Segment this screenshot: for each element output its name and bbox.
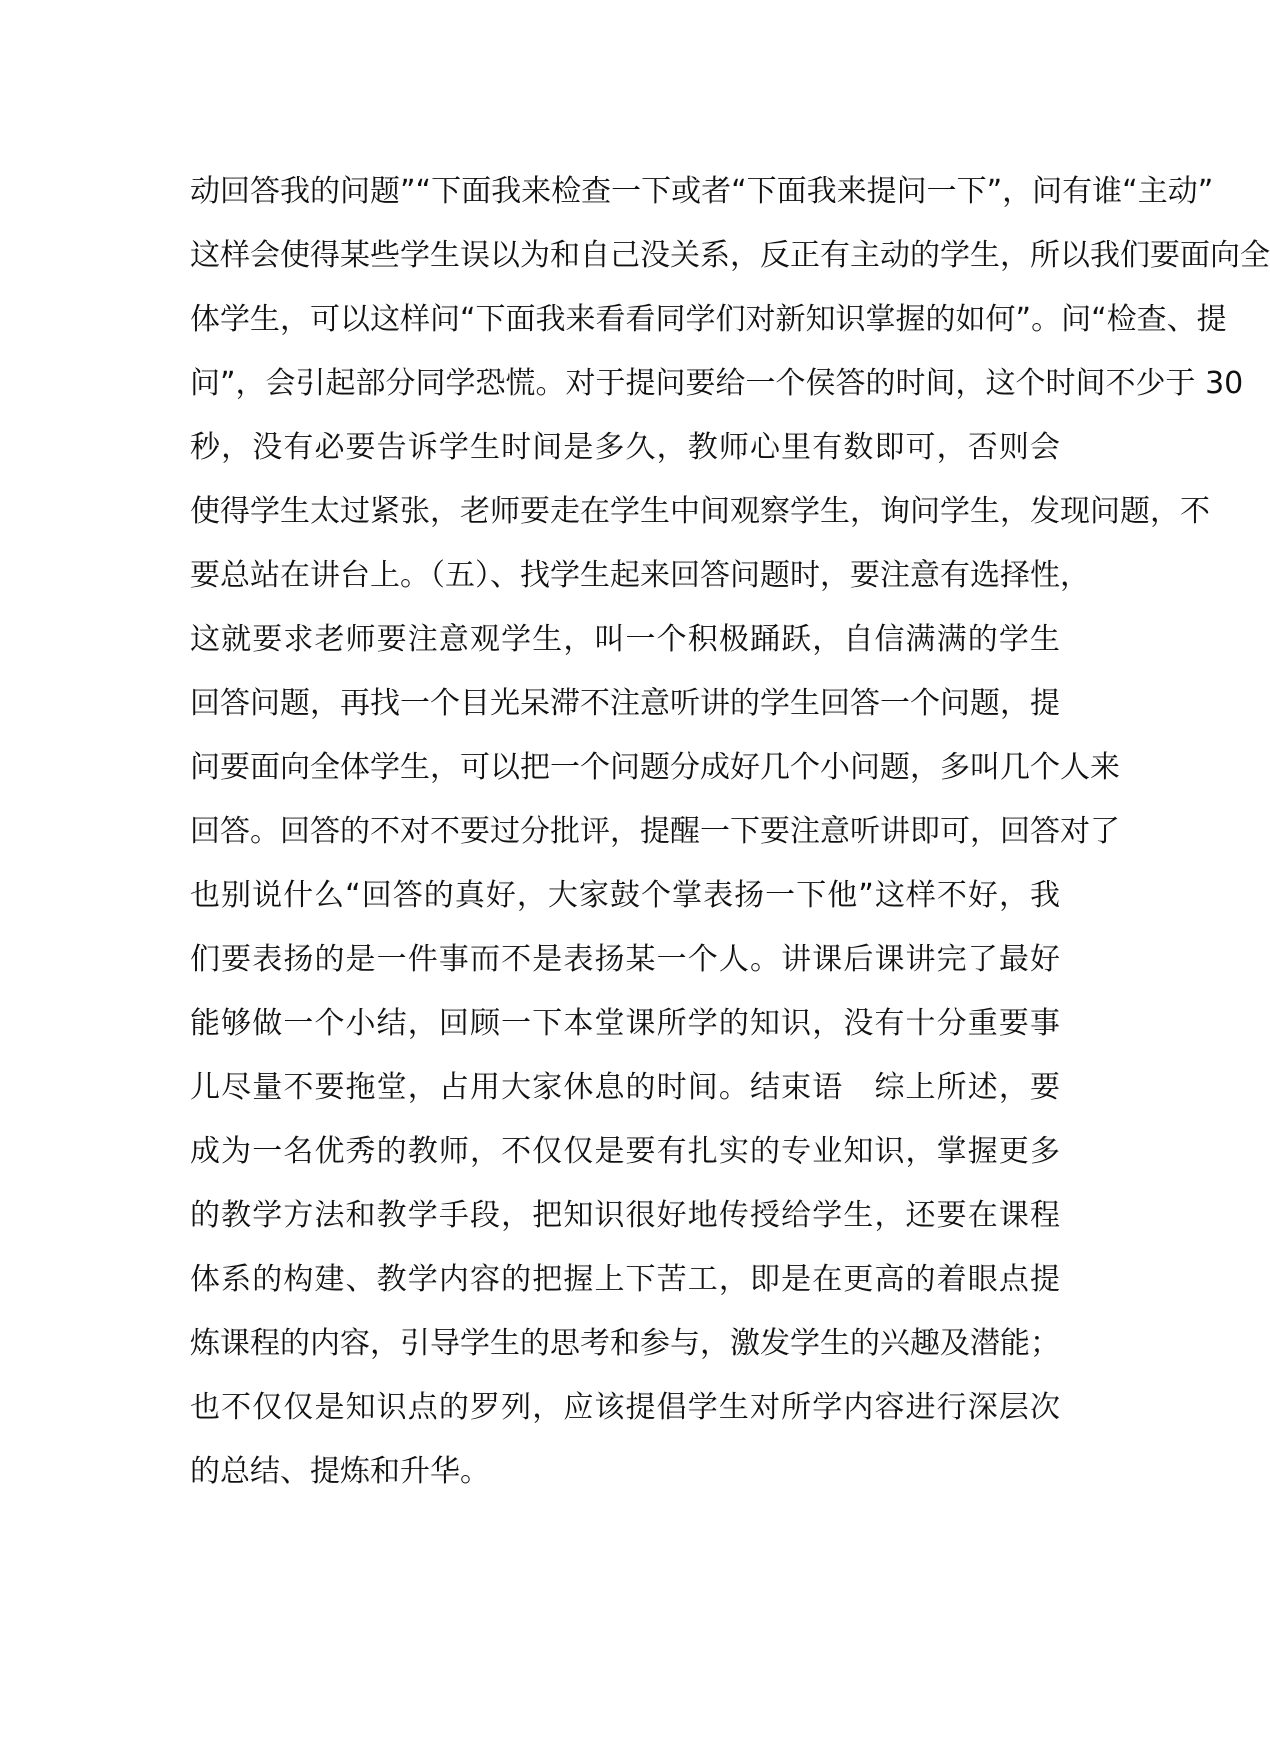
text-line: 动回答我的问题”“下面我来检查一下或者“下面我来提问一下”，问有谁“主动”: [190, 174, 1214, 209]
text-line: 这样会使得某些学生误以为和自己没关系，反正有主动的学生，所以我们要面向全: [190, 238, 1270, 273]
text-line: 秒，没有必要告诉学生时间是多久，教师心里有数即可，否则会: [190, 430, 1060, 465]
text-line: 回答问题，再找一个目光呆滞不注意听讲的学生回答一个问题，提: [190, 686, 1060, 721]
text-line: 回答。回答的不对不要过分批评，提醒一下要注意听讲即可，回答对了: [190, 814, 1120, 849]
text-line: 体系的构建、教学内容的把握上下苦工，即是在更高的着眼点提: [190, 1262, 1060, 1297]
body-paragraph: [190, 160, 1270, 1504]
text-line: 体学生，可以这样问“下面我来看看同学们对新知识掌握的如何”。问“检查、提: [190, 302, 1227, 337]
text-line: 儿尽量不要拖堂，占用大家休息的时间。结束语 综上所述，要: [190, 1070, 1060, 1105]
text-line: 也别说什么“回答的真好，大家鼓个掌表扬一下他”这样不好，我: [190, 878, 1060, 913]
text-line: 问要面向全体学生，可以把一个问题分成好几个小问题，多叫几个人来: [190, 750, 1120, 785]
text-line: 问”，会引起部分同学恐慌。对于提问要给一个侯答的时间，这个时间不少于 30: [190, 366, 1244, 401]
text-line: 要总站在讲台上。（五）、找学生起来回答问题时，要注意有选择性，: [190, 558, 1090, 593]
text-line: 使得学生太过紧张，老师要走在学生中间观察学生，询问学生，发现问题，不: [190, 494, 1210, 529]
text-line: 这就要求老师要注意观学生，叫一个积极踊跃，自信满满的学生: [190, 622, 1060, 657]
text-line: 炼课程的内容，引导学生的思考和参与，激发学生的兴趣及潜能；: [190, 1326, 1060, 1361]
text-line: 能够做一个小结，回顾一下本堂课所学的知识，没有十分重要事: [190, 1006, 1060, 1041]
text-line: 也不仅仅是知识点的罗列，应该提倡学生对所学内容进行深层次: [190, 1390, 1060, 1425]
text-line: 们要表扬的是一件事而不是表扬某一个人。讲课后课讲完了最好: [190, 942, 1060, 977]
text-line-last: 的总结、提炼和升华。: [190, 1454, 490, 1489]
text-line: 的教学方法和教学手段，把知识很好地传授给学生，还要在课程: [190, 1198, 1060, 1233]
text-line: 成为一名优秀的教师，不仅仅是要有扎实的专业知识，掌握更多: [190, 1134, 1060, 1169]
